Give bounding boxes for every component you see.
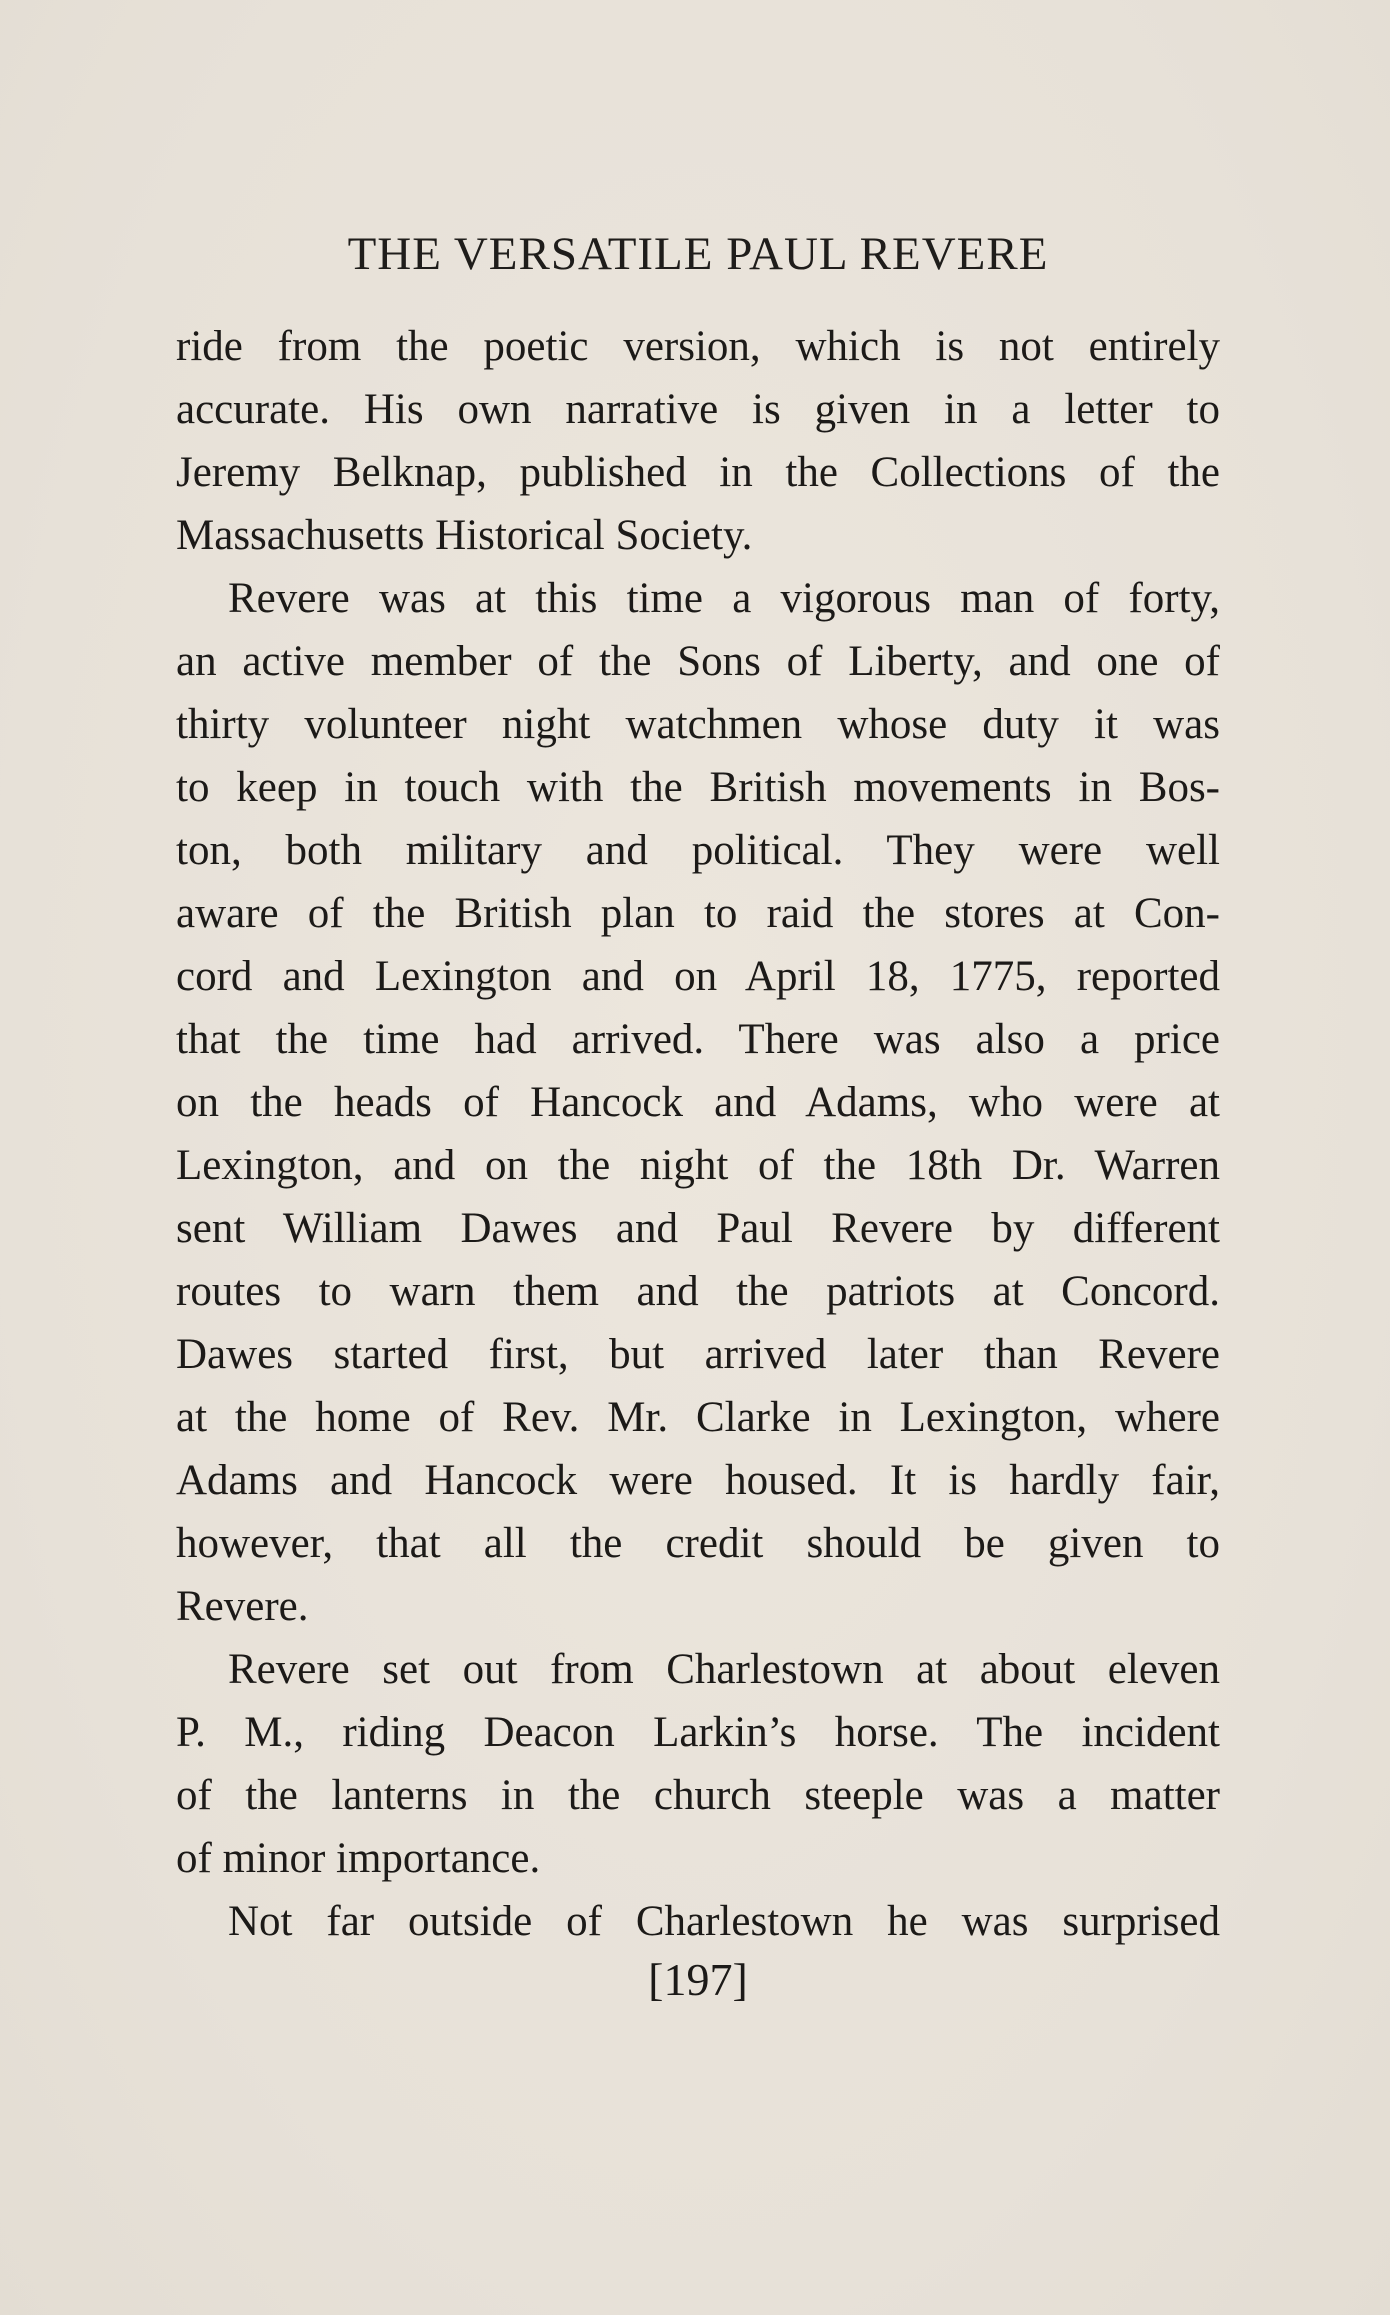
text-line: P. M., riding Deacon Larkin’s horse. The incident bbox=[176, 1709, 1220, 1756]
text-line: that the time had arrived. There was also a price bbox=[176, 1016, 1220, 1063]
text-line: at the home of Rev. Mr. Clarke in Lexington, where bbox=[176, 1394, 1220, 1441]
paragraph bbox=[176, 1890, 1220, 1953]
text-line: on the heads of Hancock and Adams, who were at bbox=[176, 1079, 1220, 1126]
text-line: Not far outside of Charlestown he was surprised bbox=[228, 1898, 1220, 1945]
text-line: Revere set out from Charlestown at about eleven bbox=[228, 1646, 1220, 1693]
text-line: Jeremy Belknap, published in the Collections of the bbox=[176, 449, 1220, 496]
text-line: Revere. bbox=[176, 1583, 309, 1630]
text-line: Massachusetts Historical Society. bbox=[176, 512, 753, 559]
text-line: ride from the poetic version, which is not entirely bbox=[176, 323, 1220, 370]
text-line: of the lanterns in the church steeple was a matter bbox=[176, 1772, 1220, 1819]
paragraph bbox=[176, 1638, 1220, 1890]
text-line: to keep in touch with the British movements in Bos- bbox=[176, 764, 1220, 811]
text-line: Adams and Hancock were housed. It is hardly fair, bbox=[176, 1457, 1220, 1504]
page-number: [197] bbox=[648, 1954, 748, 2005]
text-line: Lexington, and on the night of the 18th Dr. Warren bbox=[176, 1142, 1220, 1189]
text-line: sent William Dawes and Paul Revere by different bbox=[176, 1205, 1220, 1252]
paragraph bbox=[176, 567, 1220, 1638]
paragraph bbox=[176, 315, 1220, 567]
text-line: aware of the British plan to raid the stores at Con- bbox=[176, 890, 1220, 937]
text-line: thirty volunteer night watchmen whose duty it was bbox=[176, 701, 1220, 748]
running-head: THE VERSATILE PAUL REVERE bbox=[347, 228, 1049, 280]
text-line: however, that all the credit should be given to bbox=[176, 1520, 1220, 1567]
text-line: cord and Lexington and on April 18, 1775, reported bbox=[176, 953, 1220, 1000]
text-line: ton, both military and political. They were well bbox=[176, 827, 1220, 874]
text-line: Dawes started first, but arrived later than Revere bbox=[176, 1331, 1220, 1378]
text-line: of minor importance. bbox=[176, 1835, 541, 1882]
text-line: an active member of the Sons of Liberty, and one of bbox=[176, 638, 1220, 685]
text-line: routes to warn them and the patriots at Concord. bbox=[176, 1268, 1220, 1315]
text-line: Revere was at this time a vigorous man of forty, bbox=[228, 575, 1220, 622]
text-line: accurate. His own narrative is given in a letter to bbox=[176, 386, 1220, 433]
body-text bbox=[176, 315, 1220, 1953]
